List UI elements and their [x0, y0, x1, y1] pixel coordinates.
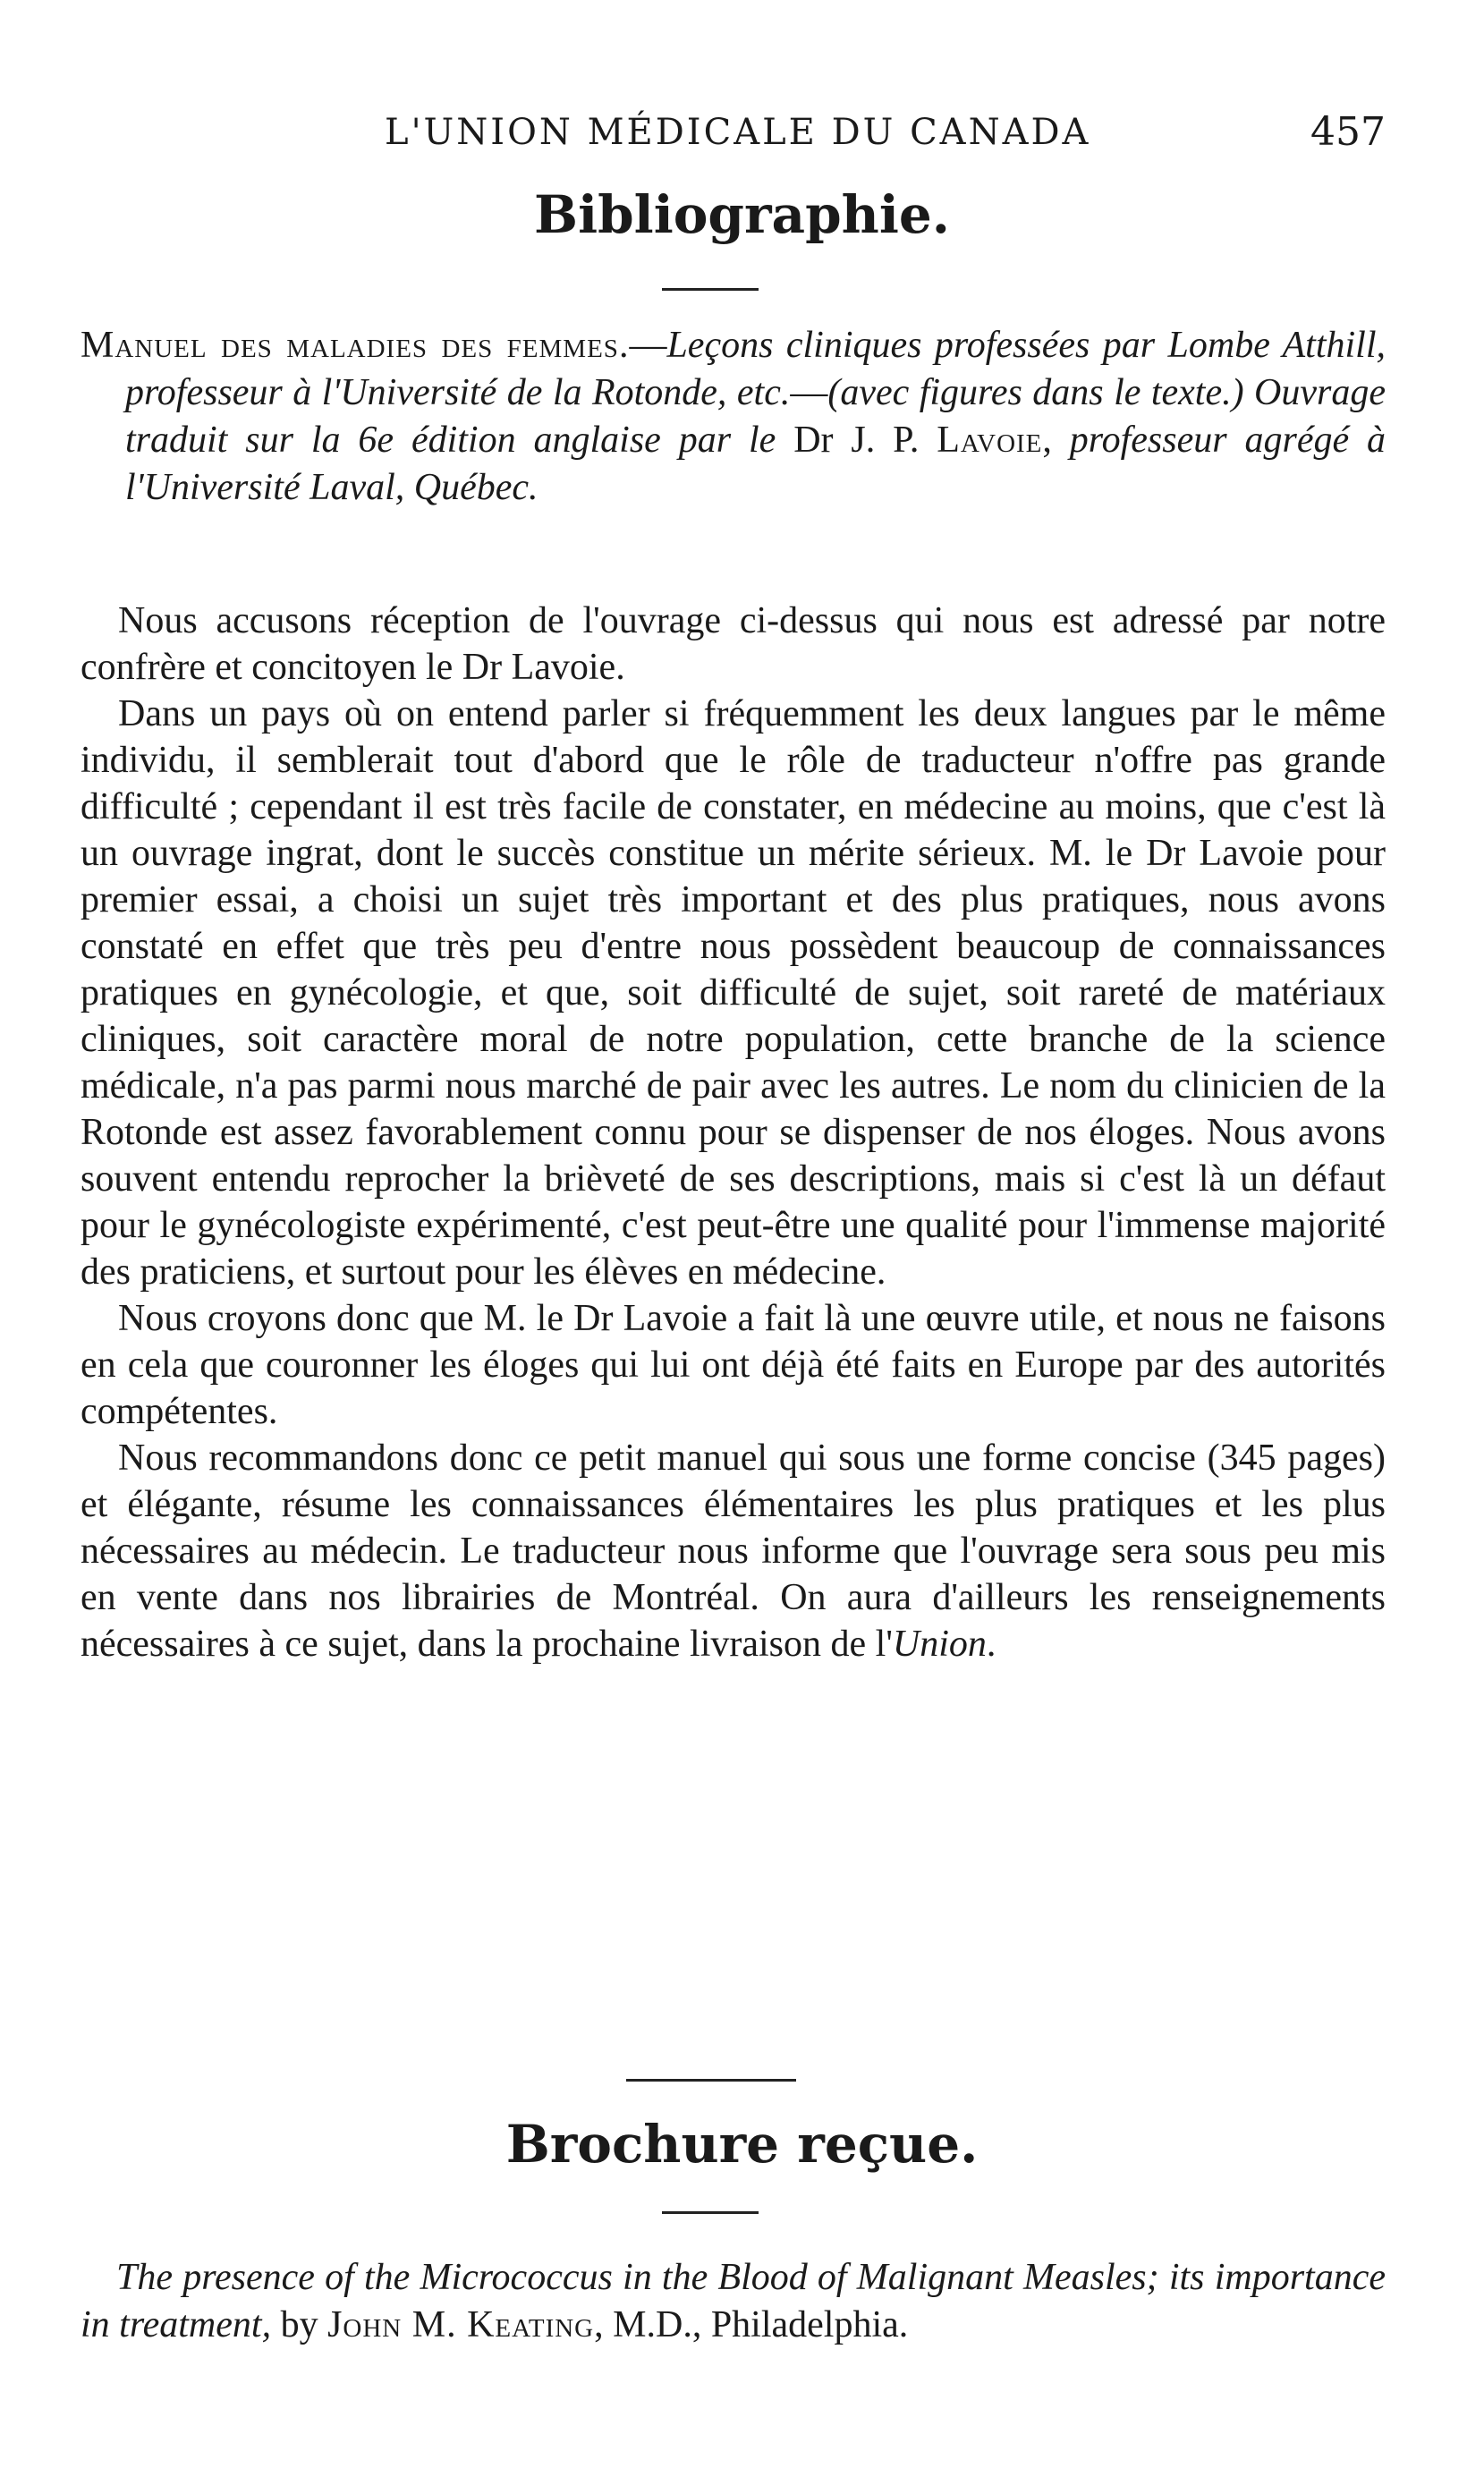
- brochure-place: , M.D., Philadelphia.: [594, 2304, 909, 2345]
- journal-name: Union: [892, 1624, 987, 1665]
- entry-note: (avec figures dans le texte.) Ouvrage traduit sur la 6e édition anglaise par le: [125, 372, 1386, 461]
- paragraph-text: Nous recommandons donc ce petit manuel qui sous une forme concise (345 pages) et élégante, résume les connaissances élémentaires les plus pratiques et les plus nécessaires au médecin. Le traducteur nous informe que l'ouvrage sera sous peu mis en vente dans nos librairies de Montréal. On aura d'ailleurs les renseignements nécessaires à ce sujet, dans la prochaine livraison de l': [81, 1438, 1386, 1665]
- paragraph-last: [81, 1435, 1386, 1667]
- page-number: 457: [1310, 109, 1386, 155]
- brochure-entry: [81, 2254, 1386, 2349]
- dash: —: [790, 372, 828, 413]
- heading-rule: [662, 288, 759, 291]
- heading-rule: [662, 2211, 759, 2214]
- paragraph: Nous croyons donc que M. le Dr Lavoie a fait là une œuvre utile, et nous ne faisons en cela que couronner les éloges qui lui ont déjà été faits en Europe par des autorités compétentes.: [81, 1298, 1386, 1432]
- entry-subtitle: Leçons cliniques professées par Lombe Atthill, professeur à l'Université de la Rotonde, etc.: [125, 325, 1386, 413]
- entry-affiliation: professeur agrégé à l'Université Laval, Québec.: [125, 420, 1386, 508]
- running-head: [385, 106, 1386, 159]
- entry-dr: Dr J. P.: [776, 420, 937, 461]
- brochure-title: The presence of the Micrococcus in the Blood of Malignant Measles; its importance in treatment,: [81, 2257, 1386, 2345]
- comma: ,: [1042, 420, 1070, 461]
- brochure-author: John M. Keating: [327, 2304, 595, 2345]
- paragraph: Nous accusons réception de l'ouvrage ci-dessus qui nous est adressé par notre confrère et concitoyen le Dr Lavoie.: [81, 600, 1386, 688]
- bibliography-entry: [81, 322, 1386, 512]
- journal-title: L'UNION MÉDICALE DU CANADA: [385, 112, 1091, 153]
- entry-author: Lavoie: [937, 420, 1043, 461]
- dash: —: [629, 325, 667, 366]
- section-heading-bibliographie: Bibliographie.: [534, 184, 950, 245]
- entry-title: Manuel des maladies des femmes.: [81, 325, 630, 366]
- section-heading-brochure: Brochure reçue.: [505, 2114, 979, 2175]
- period: .: [986, 1624, 996, 1665]
- by-text: by: [271, 2304, 328, 2345]
- section-divider: [626, 2079, 796, 2082]
- paragraph: Dans un pays où on entend parler si fréquemment les deux langues par le même individu, il semblerait tout d'abord que le rôle de traducteur n'offre pas grande difficulté ; cependant il est très facile de constater, en médecine au moins, que c'est là un ouvrage ingrat, dont le succès constitue un mérite sérieux. M. le Dr Lavoie pour premier essai, a choisi un sujet très important et des plus pratiques, nous avons constaté en effet que très peu d'entre nous possèdent beaucoup de connaissances pratiques en gynécologie, et que, soit difficulté de sujet, soit rareté de matériaux cliniques, soit caractère moral de notre population, cette branche de la science médicale, n'a pas parmi nous marché de pair avec les autres. Le nom du clinicien de la Rotonde est assez favorablement connu pour se dispenser de nos éloges. Nous avons souvent entendu reprocher la brièveté de ses descriptions, mais si c'est là un défaut pour le gynécologiste expérimenté, c'est peut-être une qualité pour l'immense majorité des praticiens, et surtout pour les élèves en médecine.: [81, 693, 1386, 1293]
- review-text: [81, 598, 1386, 1667]
